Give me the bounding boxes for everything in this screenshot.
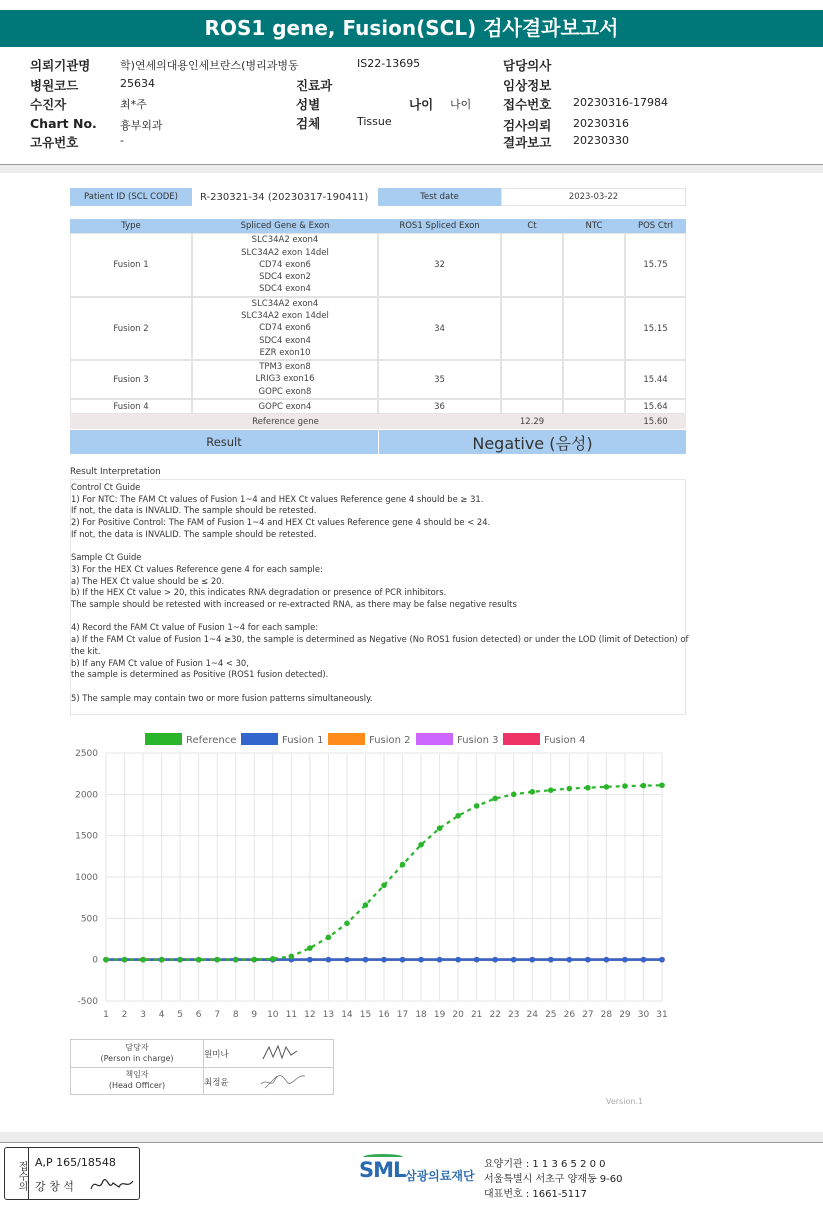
interpretation-line: b) If any FAM Ct value of Fusion 1~4 < 30, xyxy=(71,657,249,668)
row1-gene-5: SDC4 exon4 xyxy=(259,284,311,295)
data-point xyxy=(604,957,610,963)
data-point xyxy=(363,902,369,908)
head-label-ko: 책임자 xyxy=(125,1070,149,1079)
x-tick-label: 1 xyxy=(103,1010,109,1020)
interpretation-line: If not, the data is INVALID. The sample should be retested. xyxy=(71,528,317,539)
x-tick-label: 18 xyxy=(415,1010,427,1020)
interpretation-line: 1) For NTC: The FAM Ct values of Fusion 1~4 and HEX Ct values Reference gene 4 should be ≥ 31. xyxy=(71,493,484,504)
specimen-value: Tissue xyxy=(357,115,392,128)
x-tick-label: 16 xyxy=(378,1010,390,1020)
footer-phone: 대표번호 : 1661-5117 xyxy=(484,1189,587,1200)
legend-label: Fusion 4 xyxy=(544,735,586,746)
x-tick-label: 23 xyxy=(508,1010,520,1020)
data-point xyxy=(641,957,647,963)
x-tick-label: 4 xyxy=(158,1010,165,1020)
report-title: ROS1 gene, Fusion(SCL) 검사결과보고서 xyxy=(0,10,823,47)
x-tick-label: 3 xyxy=(140,1010,146,1020)
row1-pos: 15.75 xyxy=(625,233,686,297)
col-ct: Ct xyxy=(501,219,563,233)
data-point xyxy=(177,957,183,963)
interpretation-line: Sample Ct Guide xyxy=(71,552,142,563)
reference-gene-label: Reference gene xyxy=(70,414,501,429)
data-point xyxy=(492,796,498,802)
reference-ct: 12.29 xyxy=(501,414,563,429)
row4-ntc xyxy=(563,399,625,414)
x-tick-label: 26 xyxy=(563,1010,576,1020)
clinical-label: 임상정보 xyxy=(503,78,552,93)
data-point xyxy=(474,803,480,809)
data-point xyxy=(585,785,591,791)
specimen-label: 검체 xyxy=(296,116,321,131)
data-point xyxy=(604,784,610,790)
row4-genes: GOPC exon4 xyxy=(192,399,378,414)
footer-divider xyxy=(0,1142,823,1143)
patient-value: 최*주 xyxy=(120,98,147,111)
unique-label: 고유번호 xyxy=(30,135,79,150)
data-point xyxy=(270,956,276,962)
y-tick-label: 2000 xyxy=(75,790,98,801)
head-label-en: (Head Officer) xyxy=(108,1081,166,1090)
data-point xyxy=(418,957,424,963)
row1-gene-2: SLC34A2 exon 14del xyxy=(241,247,329,258)
row2-gene-3: CD74 exon6 xyxy=(259,323,311,334)
interpretation-title: Result Interpretation xyxy=(70,467,161,477)
row1-gene-3: CD74 exon6 xyxy=(259,259,311,270)
x-tick-label: 31 xyxy=(656,1010,668,1020)
col-type: Type xyxy=(70,219,192,233)
report-value: 20230330 xyxy=(573,134,629,147)
row3-pos: 15.44 xyxy=(625,360,686,399)
row4-type: Fusion 4 xyxy=(70,399,192,414)
data-point xyxy=(585,957,591,963)
data-point xyxy=(492,957,498,963)
person-label-ko: 담당자 xyxy=(125,1043,149,1052)
reference-ntc xyxy=(563,414,625,429)
col-genes: Spliced Gene & Exon xyxy=(192,219,378,233)
data-point xyxy=(455,957,461,963)
person-label-en: (Person in charge) xyxy=(100,1054,174,1063)
unique-value: - xyxy=(120,134,124,147)
row3-type: Fusion 3 xyxy=(70,360,192,399)
data-point xyxy=(455,813,461,819)
row4-pos: 15.64 xyxy=(625,399,686,414)
data-point xyxy=(418,842,424,848)
row4-exon: 36 xyxy=(378,399,501,414)
footer-gray-band xyxy=(0,1132,823,1142)
x-tick-label: 8 xyxy=(232,1010,239,1020)
row2-genes xyxy=(192,297,378,360)
head-officer-label xyxy=(71,1069,203,1091)
x-tick-label: 28 xyxy=(600,1010,613,1020)
data-point xyxy=(437,825,443,831)
head-signature-icon xyxy=(259,1070,309,1092)
head-name: 최정윤 xyxy=(204,1078,229,1088)
interpretation-line: b) If the HEX Ct value > 20, this indicates RNA degradation or presence of PCR inhibitors. xyxy=(71,587,447,598)
report-label: 결과보고 xyxy=(503,135,552,150)
row1-genes xyxy=(192,233,378,297)
footer-code: 요양기관 : 1 1 3 6 5 2 0 0 xyxy=(484,1159,606,1170)
data-point xyxy=(548,787,554,793)
row3-ct xyxy=(501,360,563,399)
result-value: Negative (음성) xyxy=(379,430,686,454)
row1-type: Fusion 1 xyxy=(70,233,192,297)
sign-row-divider xyxy=(71,1067,333,1068)
institution-value: 학)연세의대용인세브란스(병리과병동 xyxy=(120,59,299,72)
x-tick-label: 2 xyxy=(121,1010,128,1020)
x-tick-label: 27 xyxy=(582,1010,594,1020)
row3-genes xyxy=(192,360,378,399)
reference-pos: 15.60 xyxy=(625,414,686,429)
x-tick-label: 30 xyxy=(637,1010,650,1020)
version-label: Version.1 xyxy=(606,1097,644,1106)
data-point xyxy=(233,957,239,963)
request-label: 검사의뢰 xyxy=(503,118,552,133)
institution-label: 의뢰기관명 xyxy=(30,58,91,73)
signature-table xyxy=(70,1039,334,1095)
hospital-code-label: 병원코드 xyxy=(30,78,79,93)
stamp-code: A,P 165/18548 xyxy=(35,1156,116,1169)
row3-gene-1: TPM3 exon8 xyxy=(259,362,311,373)
legend-swatch xyxy=(241,733,278,745)
interpretation-line: a) If the FAM Ct value of Fusion 1~4 ≥30, the sample is determined as Negative (No ROS1 fusion detected) or under the LOD (limit of Detection) of xyxy=(71,634,689,645)
data-point xyxy=(659,957,665,963)
foundation-name: 삼광의료재단 xyxy=(405,1169,475,1183)
data-point xyxy=(344,957,350,963)
data-point xyxy=(326,935,332,941)
interpretation-line: The sample should be retested with increased or re-extracted RNA, as there may be false negative results xyxy=(71,599,517,609)
x-tick-label: 11 xyxy=(285,1010,298,1020)
test-date-label: Test date xyxy=(378,188,501,206)
row2-pos: 15.15 xyxy=(625,297,686,360)
age-value: 나이 xyxy=(450,98,472,111)
data-point xyxy=(529,789,535,795)
col-ros1-exon: ROS1 Spliced Exon xyxy=(378,219,501,233)
row1-ct xyxy=(501,233,563,297)
data-point xyxy=(511,792,517,798)
y-tick-label: 0 xyxy=(92,955,98,966)
interpretation-line: 4) Record the FAM Ct value of Fusion 1~4 for each sample: xyxy=(71,622,319,633)
interpretation-line: 2) For Positive Control: The FAM of Fusion 1~4 and HEX Ct values Reference gene 4 should be < 24. xyxy=(71,517,491,528)
lab-code: IS22-13695 xyxy=(357,57,421,70)
x-tick-label: 22 xyxy=(489,1010,501,1020)
data-point xyxy=(437,957,443,963)
row3-gene-3: GOPC exon8 xyxy=(258,386,312,397)
legend-label: Fusion 2 xyxy=(369,735,411,746)
row2-type: Fusion 2 xyxy=(70,297,192,360)
x-tick-label: 12 xyxy=(304,1010,316,1020)
x-tick-label: 25 xyxy=(545,1010,557,1020)
patient-id-value: R-230321-34 (20230317-190411) xyxy=(200,191,369,203)
person-in-charge-label xyxy=(71,1042,203,1064)
interpretation-line: If not, the data is INVALID. The sample should be retested. xyxy=(71,505,317,516)
amplification-chart xyxy=(0,725,823,1025)
data-point xyxy=(529,957,535,963)
row3-gene-2: LRIG3 exon16 xyxy=(255,374,315,385)
data-point xyxy=(474,957,480,963)
request-value: 20230316 xyxy=(573,117,629,130)
data-point xyxy=(103,957,109,963)
x-tick-label: 10 xyxy=(267,1010,279,1020)
row3-ntc xyxy=(563,360,625,399)
data-point xyxy=(196,957,202,963)
person-name: 원미나 xyxy=(204,1050,229,1060)
test-date-value: 2023-03-22 xyxy=(501,188,686,206)
x-tick-label: 19 xyxy=(433,1010,446,1020)
data-point xyxy=(289,954,295,960)
x-tick-label: 7 xyxy=(214,1010,221,1020)
sml-logo: SML xyxy=(359,1158,406,1182)
row2-gene-4: SDC4 exon4 xyxy=(259,335,311,346)
x-tick-label: 15 xyxy=(359,1010,372,1020)
row2-ct xyxy=(501,297,563,360)
data-point xyxy=(251,957,257,963)
dept-label: 진료과 xyxy=(296,78,333,93)
legend-swatch xyxy=(328,733,365,745)
doctor-label: 담당의사 xyxy=(503,58,552,73)
y-tick-label: 2500 xyxy=(75,749,98,759)
x-tick-label: 21 xyxy=(470,1010,483,1020)
col-ntc: NTC xyxy=(563,219,625,233)
row1-exon: 32 xyxy=(378,233,501,297)
data-point xyxy=(548,957,554,963)
x-tick-label: 20 xyxy=(452,1010,464,1020)
data-point xyxy=(400,862,406,868)
data-point xyxy=(381,957,387,963)
y-tick-label: 1000 xyxy=(75,873,98,883)
row2-gene-2: SLC34A2 exon 14del xyxy=(241,311,329,322)
interpretation-line: 3) For the HEX Ct values Reference gene 4 for each sample: xyxy=(71,563,323,574)
stamp-name: 강 창 석 xyxy=(35,1180,74,1193)
x-tick-label: 9 xyxy=(251,1010,258,1020)
legend-label: Fusion 1 xyxy=(282,735,324,746)
interpretation-line: 5) The sample may contain two or more fusion patterns simultaneously. xyxy=(71,692,373,703)
x-tick-label: 14 xyxy=(341,1010,353,1020)
x-tick-label: 5 xyxy=(177,1010,184,1020)
row4-ct xyxy=(501,399,563,414)
x-tick-label: 6 xyxy=(195,1010,202,1020)
receipt-label: 접수번호 xyxy=(503,97,552,112)
interpretation-line: a) The HEX Ct value should be ≤ 20. xyxy=(71,575,225,586)
data-point xyxy=(622,957,628,963)
data-point xyxy=(159,957,165,963)
legend-swatch xyxy=(503,733,540,745)
data-point xyxy=(400,957,406,963)
row2-exon: 34 xyxy=(378,297,501,360)
x-tick-label: 17 xyxy=(396,1010,409,1020)
data-point xyxy=(140,957,146,963)
row2-gene-1: SLC34A2 exon4 xyxy=(251,298,319,309)
data-point xyxy=(381,882,387,888)
data-point xyxy=(326,957,332,963)
data-point xyxy=(567,786,573,792)
patient-id-label: Patient ID (SCL CODE) xyxy=(70,188,192,206)
data-point xyxy=(659,782,665,788)
patient-label: 수진자 xyxy=(30,97,67,112)
x-tick-label: 29 xyxy=(619,1010,631,1020)
data-point xyxy=(122,957,128,963)
data-point xyxy=(622,783,628,789)
data-point xyxy=(307,945,313,951)
row2-ntc xyxy=(563,297,625,360)
col-pos-ctrl: POS Ctrl xyxy=(625,219,686,233)
row2-gene-5: EZR exon10 xyxy=(259,347,311,358)
row3-exon: 35 xyxy=(378,360,501,399)
stamp-label: 접수의 xyxy=(5,1148,29,1199)
legend-swatch xyxy=(416,733,453,745)
x-tick-label: 24 xyxy=(526,1010,538,1020)
stamp-signature-icon xyxy=(89,1173,135,1195)
logo-arc-icon xyxy=(363,1154,403,1160)
data-point xyxy=(511,957,517,963)
interpretation-line: the sample is determined as Positive (ROS1 fusion detected). xyxy=(71,669,329,680)
legend-label: Reference xyxy=(186,735,237,746)
legend-swatch xyxy=(145,733,182,745)
header-gray-band xyxy=(0,165,823,173)
reception-stamp xyxy=(4,1147,140,1200)
sex-label: 성별 xyxy=(296,97,321,112)
age-label: 나이 xyxy=(409,97,434,112)
data-point xyxy=(363,957,369,963)
receipt-value: 20230316-17984 xyxy=(573,96,668,109)
data-point xyxy=(214,957,220,963)
interpretation-line: the kit. xyxy=(71,645,101,656)
interpretation-line: Control Ct Guide xyxy=(71,482,141,492)
row1-ntc xyxy=(563,233,625,297)
data-point xyxy=(344,920,350,926)
y-tick-label: -500 xyxy=(77,997,98,1007)
hospital-code-value: 25634 xyxy=(120,77,155,90)
x-tick-label: 13 xyxy=(322,1010,335,1020)
data-point xyxy=(567,957,573,963)
result-label: Result xyxy=(70,430,378,454)
y-tick-label: 1500 xyxy=(75,831,98,842)
person-signature-icon xyxy=(261,1043,301,1063)
row1-gene-1: SLC34A2 exon4 xyxy=(251,235,319,246)
data-point xyxy=(641,783,647,789)
chart-value: 흉부외과 xyxy=(120,119,163,132)
chart-label: Chart No. xyxy=(30,116,97,131)
data-point xyxy=(307,957,313,963)
footer-address: 서울특별시 서초구 양재동 9-60 xyxy=(484,1174,623,1185)
legend-label: Fusion 3 xyxy=(457,735,499,746)
row1-gene-4: SDC4 exon2 xyxy=(259,272,311,283)
y-tick-label: 500 xyxy=(80,914,98,925)
